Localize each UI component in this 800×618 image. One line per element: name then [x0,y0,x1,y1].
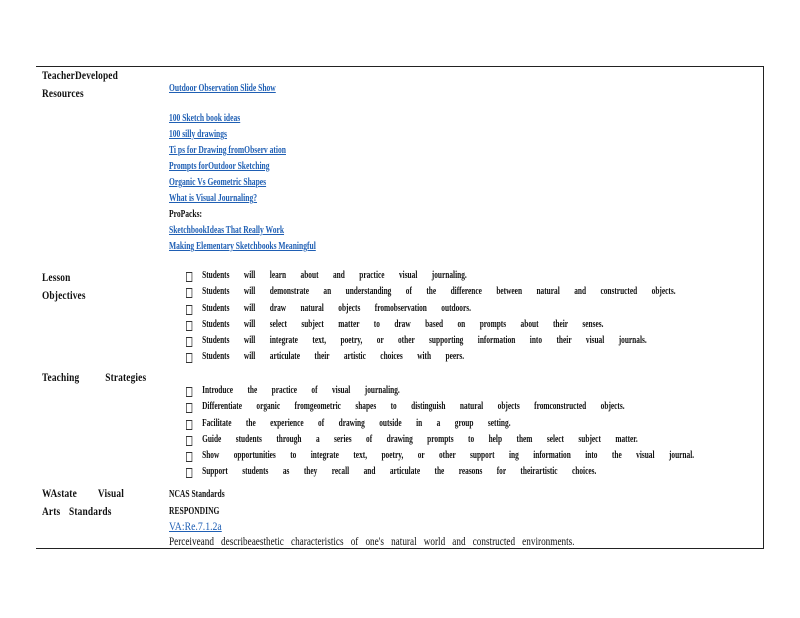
objective-item: Students will integrate text, poetry, or other supporting information into their visual journals. [186,333,676,349]
standards-label-line1: WAstate Visual [42,486,125,500]
objective-item: Students will articulate their artistic choices with peers. [186,349,676,365]
strategy-item: Show opportunities to integrate text, poetry, or other support ing information into the visual journal. [186,448,694,464]
table-top-border [36,66,764,67]
strategies-list [186,383,800,481]
bullet-box-icon [186,452,192,462]
strategy-item: Facilitate the experience of drawing outside in a group setting. [186,416,694,432]
link-organic-vs-geometric[interactable]: Organic Vs Geometric Shapes [169,177,267,188]
resources-label [42,66,118,102]
objective-item: Students will select subject matter to draw based on prompts about their senses. [186,317,676,333]
link-silly-drawings[interactable]: 100 silly drawings [169,129,227,140]
bullet-box-icon [186,436,192,446]
objectives-label [42,268,86,304]
bullet-box-icon [186,353,192,363]
resources-links-group1 [169,81,499,97]
responding-heading: RESPONDING [169,506,220,517]
objectives-list [186,268,800,366]
strategy-item: Introduce the practice of visual journaling. [186,383,694,399]
bullet-box-icon [186,288,192,298]
objective-item: Students will draw natural objects fromobservation outdoors. [186,301,676,317]
resources-label-line1: TeacherDeveloped [42,68,118,82]
strategy-item: Support students as they recall and articulate the reasons for theirartistic choices. [186,464,694,480]
bullet-box-icon [186,468,192,478]
objective-item: Students will demonstrate an understanding of the difference between natural and constructed objects. [186,284,676,300]
objective-item: Students will learn about and practice visual journaling. [186,268,676,284]
strategy-item: Guide students through a series of drawing prompts to help them select subject matter. [186,432,694,448]
link-tips-drawing-observation[interactable]: Ti ps for Drawing fromObserv ation [169,145,286,156]
link-visual-journaling[interactable]: What is Visual Journaling? [169,193,258,204]
resources-links-group2 [169,111,499,255]
bullet-box-icon [186,337,192,347]
objectives-label-line2: Objectives [42,288,86,302]
standards-block [169,486,676,550]
resources-label-line2: Resources [42,86,84,100]
bullet-box-icon [186,305,192,315]
link-sketchbook-ideas-work[interactable]: SketchbookIdeas That Really Work [169,225,285,236]
propacks-label: ProPacks: [169,209,203,220]
link-elementary-sketchbooks[interactable]: Making Elementary Sketchbooks Meaningful [169,241,316,252]
standard-description: Perceiveand describeaesthetic characteristics of one's natural world and constructed environments. [169,536,575,548]
objectives-label-line1: Lesson [42,270,71,284]
strategies-label [42,368,146,386]
link-outdoor-observation-slide-show[interactable]: Outdoor Observation Slide Show [169,83,276,94]
bullet-box-icon [186,387,192,397]
standard-code-link[interactable]: VA:Re.7.1.2a [169,521,222,533]
bullet-box-icon [186,272,192,282]
link-sketchbook-ideas[interactable]: 100 Sketch book ideas [169,113,241,124]
link-prompts-outdoor-sketching[interactable]: Prompts forOutdoor Sketching [169,161,270,172]
bullet-box-icon [186,403,192,413]
standards-label-line2: Arts Standards [42,504,112,518]
ncas-standards-heading: NCAS Standards [169,489,225,500]
bullet-box-icon [186,420,192,430]
bullet-box-icon [186,321,192,331]
standards-label [42,484,124,520]
strategies-label-text: Teaching Strategies [42,370,147,384]
strategy-item: Differentiate organic fromgeometric shapes to distinguish natural objects fromconstructed objects. [186,399,694,415]
